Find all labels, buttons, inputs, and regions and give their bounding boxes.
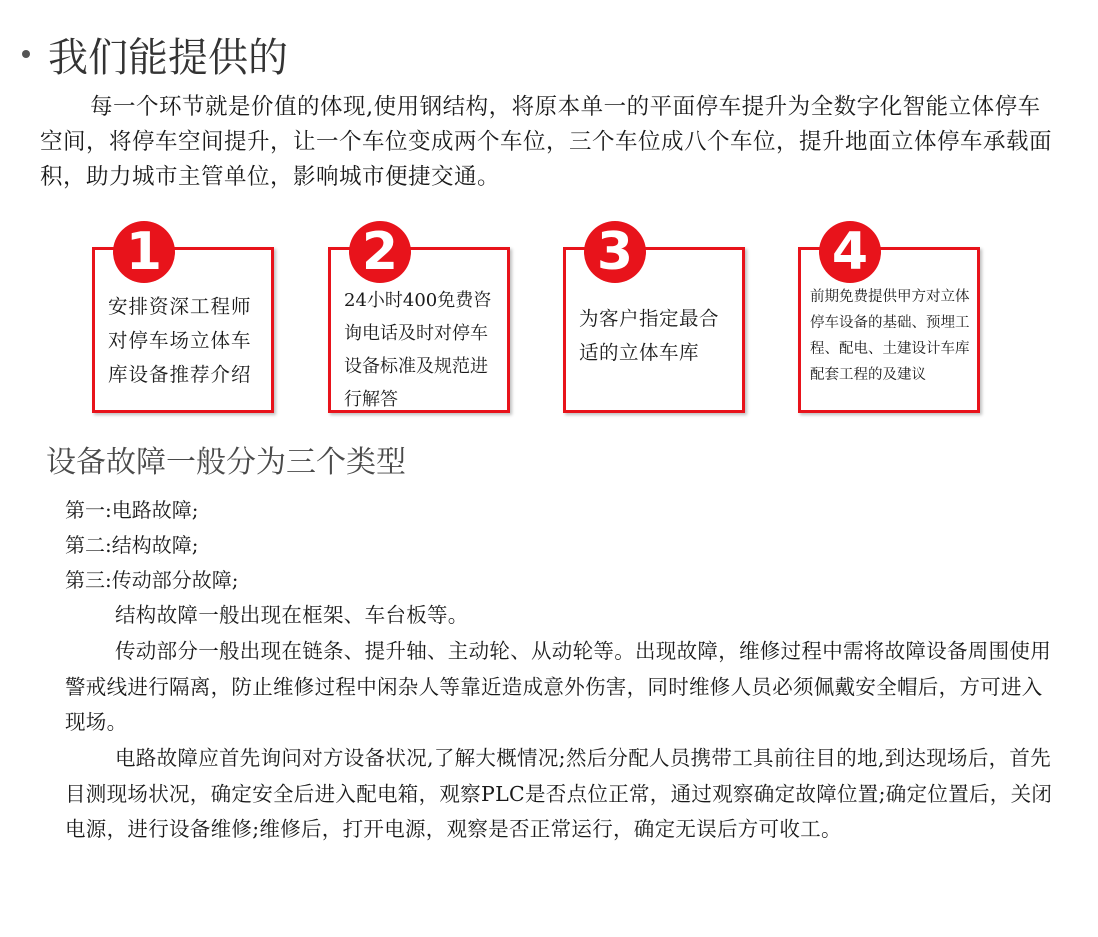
fault-types-list <box>65 493 238 598</box>
faults-title: 设备故障一般分为三个类型 <box>46 445 406 480</box>
service-card-2 <box>328 222 510 413</box>
service-card-3 <box>563 222 745 413</box>
structure-fault-paragraph: 结构故障一般出现在框架、车台板等。 <box>115 603 469 627</box>
service-card-text: 为客户指定最合适的立体车库 <box>579 307 720 364</box>
fault-type-item: 第一:电路故障; <box>65 498 199 522</box>
bullet-dot <box>22 50 30 58</box>
section-title: 我们能提供的 <box>48 35 288 81</box>
service-card-1 <box>92 222 274 413</box>
fault-type-item: 第二:结构故障; <box>65 533 199 557</box>
intro-paragraph: 每一个环节就是价值的体现,使用钢结构，将原本单一的平面停车提升为全数字化智能立体停车空间，将停车空间提升，让一个车位变成两个车位，三个车位成八个车位，提升地面立体停车承载面积，助力城市主管单位，影响城市便捷交通。 <box>40 94 1053 190</box>
number-badge-2: 2 <box>349 221 411 283</box>
transmission-fault-paragraph: 传动部分一般出现在链条、提升轴、主动轮、从动轮等。出现故障，维修过程中需将故障设备周围使用警戒线进行隔离，防止维修过程中闲杂人等靠近造成意外伤害，同时维修人员必须佩戴安全帽后，方可进入现场。 <box>65 639 1051 734</box>
number-badge-3: 3 <box>584 221 646 283</box>
fault-type-item: 第三:传动部分故障; <box>65 568 239 592</box>
service-card-4 <box>798 222 980 413</box>
service-card-text: 安排资深工程师对停车场立体车库设备推荐介绍 <box>108 295 252 386</box>
circuit-fault-paragraph: 电路故障应首先询问对方设备状况,了解大概情况;然后分配人员携带工具前往目的地,到达现场后，首先目测现场状况，确定安全后进入配电箱，观察PLC是否点位正常，通过观察确定故障位置;确定位置后，关闭电源，进行设备维修;维修后，打开电源，观察是否正常运行，确定无误后方可收工。 <box>65 746 1053 841</box>
service-card-text: 前期免费提供甲方对立体停车设备的基础、预埋工程、配电、土建设计车库配套工程的及建议 <box>810 289 970 383</box>
service-card-text: 24小时400免费咨询电话及时对停车设备标准及规范进行解答 <box>344 290 492 410</box>
number-badge-1: 1 <box>113 221 175 283</box>
number-badge-4: 4 <box>819 221 881 283</box>
